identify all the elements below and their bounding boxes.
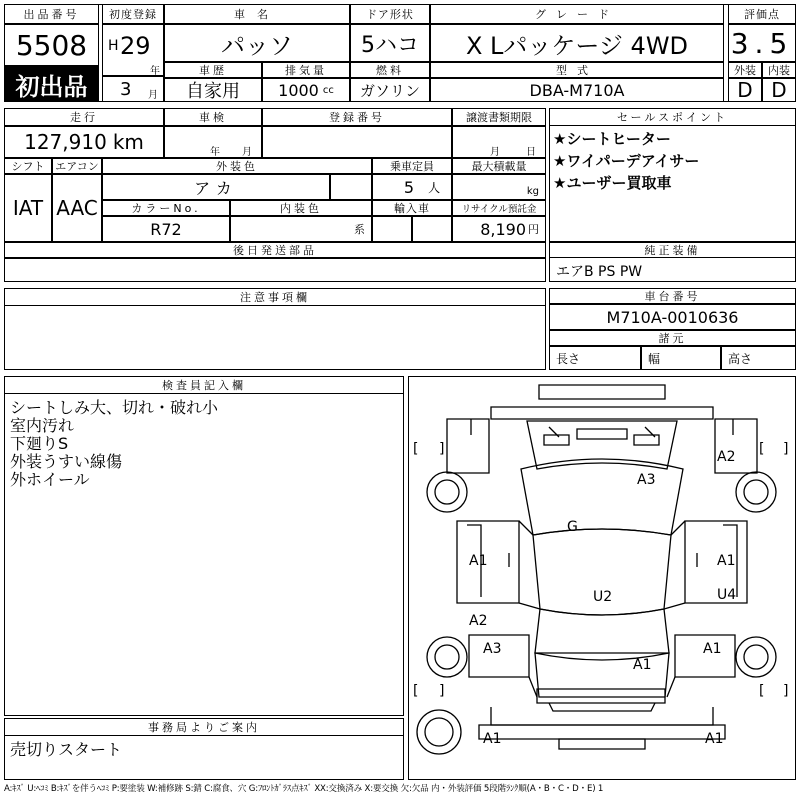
- fuel: ガソリン: [350, 78, 430, 102]
- width-label: 幅: [648, 351, 661, 366]
- door-type: 5ハコ: [350, 24, 430, 62]
- shift-label: シフト: [4, 158, 52, 174]
- seats-label: 乗車定員: [372, 158, 452, 174]
- car-name: パッソ: [164, 24, 350, 62]
- lot-number: 5508: [4, 24, 99, 66]
- displacement-cell: [262, 78, 350, 102]
- reg-month: 3: [120, 79, 132, 100]
- history-label: 車歴: [164, 62, 262, 78]
- first-listing-badge: 初出品: [4, 66, 99, 102]
- load-unit: kg: [526, 186, 539, 197]
- later-parts-label: 後日発送部品: [4, 242, 546, 258]
- damage-mark: G: [567, 519, 578, 535]
- mileage-unit: km: [112, 130, 144, 154]
- lot-label: 出品番号: [4, 4, 99, 24]
- seats-unit: 人: [428, 180, 441, 195]
- inspection-month-unit: 月: [242, 147, 252, 158]
- equipment-value: エアB PS PW: [556, 264, 643, 280]
- grade: X Lパッケージ 4WD: [430, 24, 724, 62]
- import-cell-a: [372, 216, 412, 242]
- mileage-cell: [4, 126, 164, 158]
- height-label: 高さ: [728, 351, 753, 366]
- notes-label: 注意事項欄: [4, 288, 546, 306]
- recycle-label: リサイクル預託金: [452, 200, 546, 216]
- reg-label: 初度登録: [102, 4, 164, 24]
- damage-mark: A1: [469, 553, 488, 569]
- inspector-line: 下廻りS: [10, 434, 69, 453]
- color-label: 外装色: [102, 158, 372, 174]
- length-label: 長さ: [556, 351, 581, 366]
- inspector-line: 室内汚れ: [10, 416, 75, 435]
- shift: IAT: [4, 174, 52, 242]
- sales-label: セールスポイント: [549, 108, 796, 126]
- length-cell: [549, 346, 641, 370]
- fuel-label: 燃料: [350, 62, 430, 78]
- office-text: 売切りスタート: [10, 740, 123, 759]
- reg-year-unit: 年: [150, 66, 160, 77]
- bracket-right: ]: [783, 441, 789, 457]
- ext-label: 外装: [728, 62, 762, 78]
- displacement: 1000: [278, 80, 319, 100]
- damage-mark: A2: [717, 449, 736, 465]
- sales-item: ★ワイパーデアイサー: [553, 152, 700, 170]
- damage-mark: A1: [703, 641, 722, 657]
- plate-label: 登録番号: [262, 108, 452, 126]
- car-outline: [409, 377, 794, 778]
- history: 自家用: [164, 78, 262, 102]
- bracket-left-rear: ]: [439, 683, 445, 699]
- recycle-unit: 円: [528, 223, 539, 236]
- inspector-line: 外ホイール: [10, 470, 90, 489]
- damage-diagram: [408, 376, 796, 780]
- color-spare: [330, 174, 372, 200]
- inspection-label: 車検: [164, 108, 262, 126]
- int-color-unit: 系: [354, 223, 365, 236]
- reg-year: 29: [120, 32, 151, 60]
- mileage-label: 走行: [4, 108, 164, 126]
- plate-cell: [262, 126, 452, 158]
- transfer-day-unit: 日: [526, 147, 536, 158]
- recycle-cell: [452, 216, 546, 242]
- chassis-label: 車台番号: [549, 288, 796, 304]
- bracket-right-rear: [: [759, 683, 765, 699]
- model: DBA-M710A: [430, 78, 724, 102]
- inspection-year-unit: 年: [210, 147, 220, 158]
- damage-mark: A1: [705, 731, 724, 747]
- ac-label: エアコン: [52, 158, 102, 174]
- seats: 5: [403, 177, 415, 197]
- bracket-left-rear: [: [413, 683, 419, 699]
- color-no-label: カラーNo.: [102, 200, 230, 216]
- name-label: 車名: [164, 4, 350, 24]
- inspector-label: 検査員記入欄: [4, 376, 404, 394]
- height-cell: [721, 346, 796, 370]
- office-label: 事務局よりご案内: [4, 718, 404, 736]
- score: 3.5: [728, 24, 796, 62]
- damage-mark: A1: [483, 731, 502, 747]
- displacement-unit: cc: [322, 84, 334, 96]
- damage-mark: A3: [483, 641, 502, 657]
- damage-mark: A2: [469, 613, 488, 629]
- bracket-left: [: [413, 441, 419, 457]
- ext-score: D: [728, 78, 762, 102]
- score-label: 評価点: [728, 4, 796, 24]
- int-label: 内装: [762, 62, 796, 78]
- recycle: 8,190: [480, 219, 526, 239]
- width-cell: [641, 346, 721, 370]
- displacement-label: 排気量: [262, 62, 350, 78]
- ac: AAC: [52, 174, 102, 242]
- equipment-label: 純正装備: [549, 242, 796, 258]
- int-color-label: 内装色: [230, 200, 372, 216]
- model-label: 型式: [430, 62, 724, 78]
- damage-mark: U4: [717, 587, 737, 603]
- int-score: D: [762, 78, 796, 102]
- load-label: 最大積載量: [452, 158, 546, 174]
- damage-legend: A:ｷｽﾞ U:ﾍｺﾐ B:ｷｽﾞを伴うﾍｺﾐ P:要塗装 W:補修跡 S:錆 C:腐食、穴 G:ﾌﾛﾝﾄｶﾞﾗｽ点ｷｽﾞ XX:交換済み X:要交換 欠:欠品 内・外装評価 5段階ﾗﾝｸ順(A・B・C・D・E) 1: [4, 784, 604, 794]
- reg-era: H: [108, 38, 119, 54]
- import-cell-b: [412, 216, 452, 242]
- later-parts-value: [4, 258, 546, 282]
- grade-label: グレード: [430, 4, 724, 24]
- seats-cell: [372, 174, 452, 200]
- damage-mark: U2: [593, 589, 613, 605]
- inspector-line: シートしみ大、切れ・破れ小: [10, 398, 219, 417]
- sales-item: ★ユーザー買取車: [553, 174, 672, 192]
- bracket-left: ]: [439, 441, 445, 457]
- damage-mark: A3: [637, 472, 656, 488]
- import-label: 輸入車: [372, 200, 452, 216]
- inspector-line: 外装うすい線傷: [10, 452, 123, 471]
- damage-mark: A1: [717, 553, 736, 569]
- reg-month-unit: 月: [148, 90, 158, 101]
- color-no: R72: [102, 216, 230, 242]
- mileage: 127,910: [24, 130, 107, 154]
- transfer-label: 譲渡書類期限: [452, 108, 546, 126]
- chassis-number: M710A-0010636: [549, 304, 796, 330]
- door-label: ドア形状: [350, 4, 430, 24]
- load-cell: [452, 174, 546, 200]
- transfer-month-unit: 月: [490, 147, 500, 158]
- bracket-right: [: [759, 441, 765, 457]
- int-color-cell: [230, 216, 372, 242]
- bracket-right-rear: ]: [783, 683, 789, 699]
- sales-item: ★シートヒーター: [553, 130, 671, 148]
- damage-mark: A1: [633, 657, 652, 673]
- color: アカ: [102, 174, 330, 200]
- dims-label: 諸元: [549, 330, 796, 346]
